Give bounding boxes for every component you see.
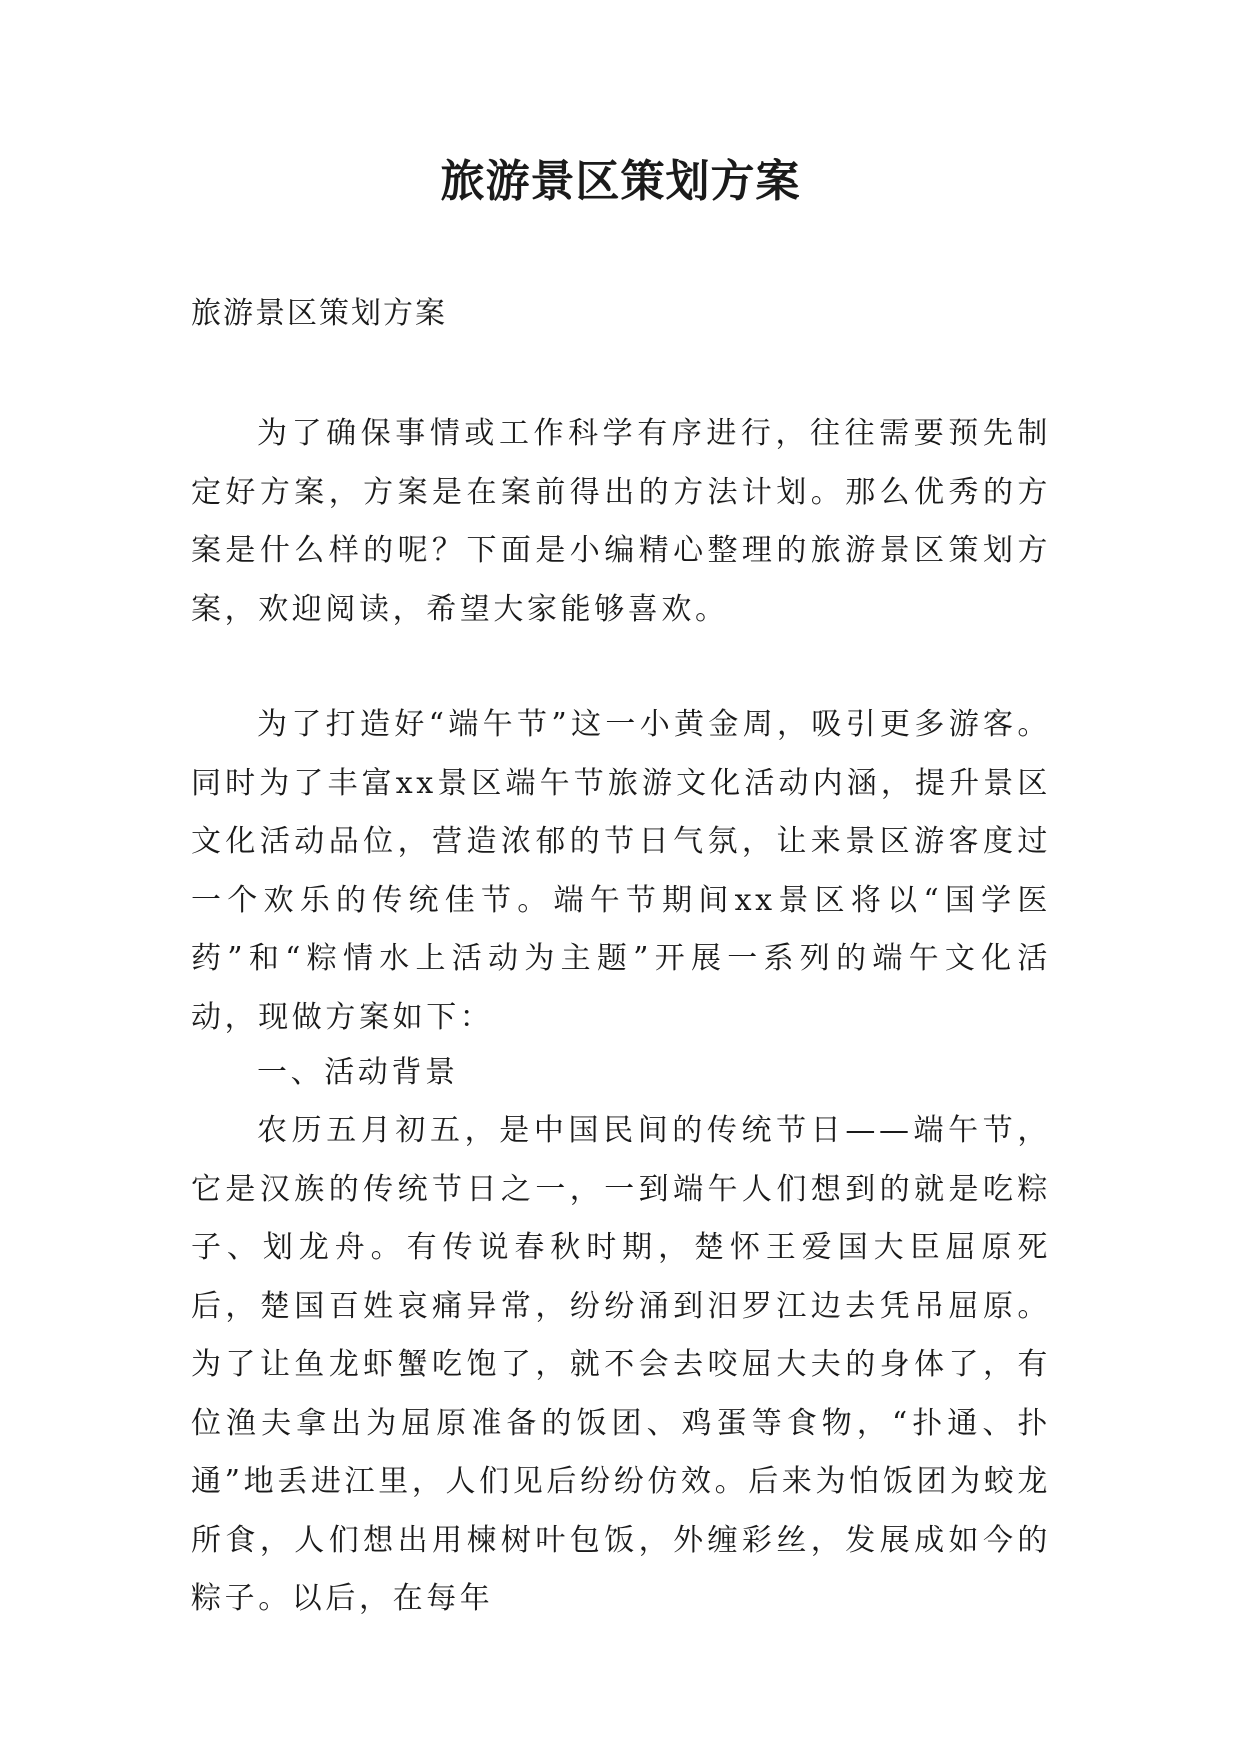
- document-subtitle: 旅游景区策划方案: [191, 296, 447, 331]
- main-paragraph: 为了打造好“端午节”这一小黄金周，吸引更多游客。同时为了丰富xx景区端午节旅游文化活动内涵，提升景区文化活动品位，营造浓郁的节日气氛，让来景区游客度过一个欢乐的传统佳节。端午节期间xx景区将以“国学医药”和“粽情水上活动为主题”开展一系列的端午文化活动，现做方案如下：: [191, 707, 1051, 1035]
- document-title: 旅游景区策划方案: [440, 156, 801, 207]
- background-paragraph: 农历五月初五，是中国民间的传统节日——端午节，它是汉族的传统节日之一，一到端午人们想到的就是吃粽子、划龙舟。有传说春秋时期，楚怀王爱国大臣屈原死后，楚国百姓哀痛异常，纷纷涌到汨罗江边去凭吊屈原。为了让鱼龙虾蟹吃饱了，就不会去咬屈大夫的身体了，有位渔夫拿出为屈原准备的饭团、鸡蛋等食物，“扑通、扑通”地丢进江里，人们见后纷纷仿效。后来为怕饭团为蛟龙所食，人们想出用楝树叶包饭，外缠彩丝，发展成如今的粽子。以后，在每年: [191, 1113, 1051, 1616]
- intro-paragraph: 为了确保事情或工作科学有序进行，往往需要预先制定好方案，方案是在案前得出的方法计划。那么优秀的方案是什么样的呢？下面是小编精心整理的旅游景区策划方案，欢迎阅读，希望大家能够喜欢。: [191, 416, 1051, 627]
- section-heading: 一、活动背景: [257, 1055, 459, 1090]
